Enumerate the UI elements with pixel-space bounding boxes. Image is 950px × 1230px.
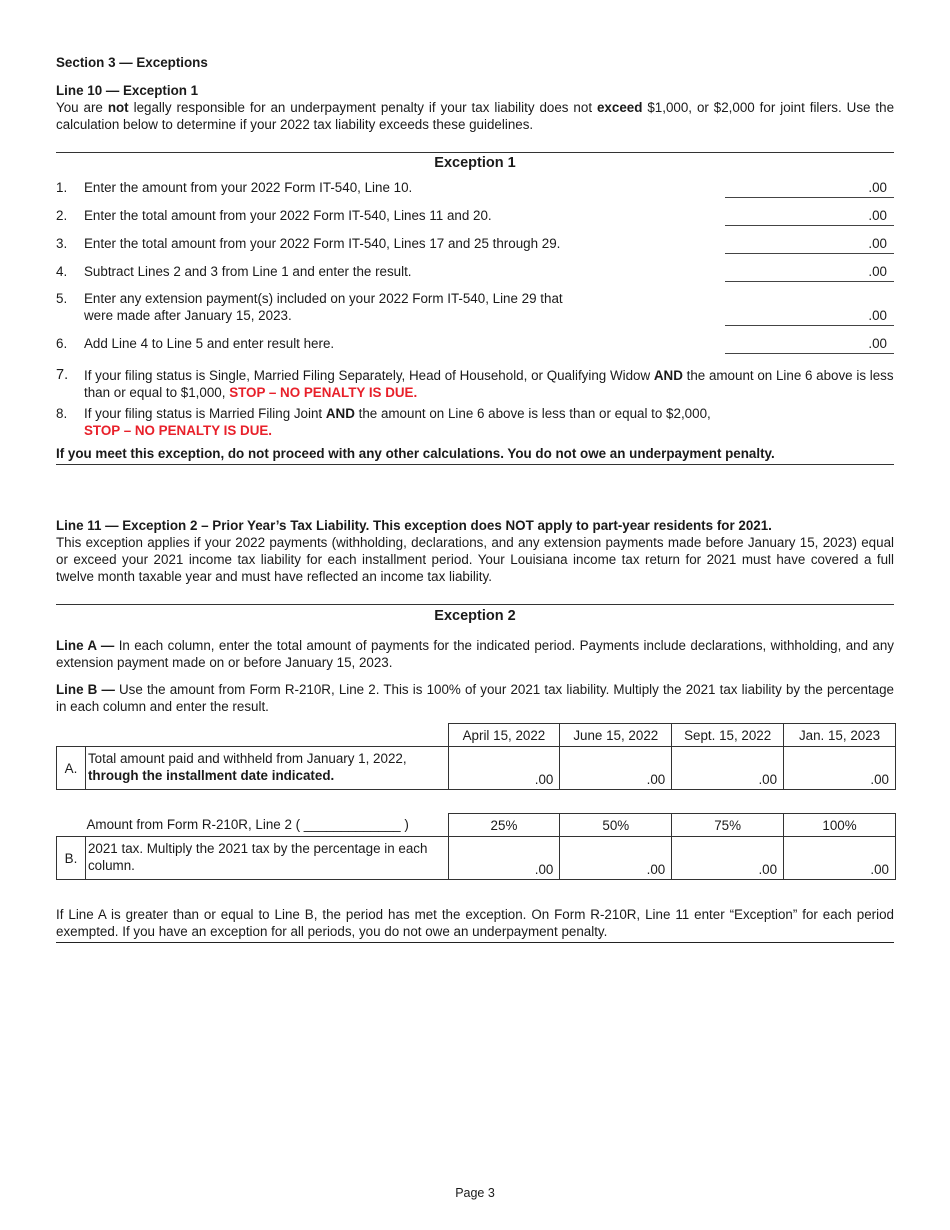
line10-heading: Line 10 — Exception 1: [56, 83, 199, 98]
percent-header: 50%: [560, 814, 672, 837]
row-description: 2021 tax. Multiply the 2021 tax by the percentage in each column.: [85, 837, 448, 880]
table-line-a: [56, 723, 896, 790]
row-a-amount[interactable]: .00: [784, 747, 896, 790]
page-number: Page 3: [455, 1186, 495, 1200]
line5-amount[interactable]: .00: [868, 308, 887, 323]
line-a-instructions: Line A — In each column, enter the total amount of payments for the indicated period. Payments include declarations, withholding, and any extension payment made on or before January 15, 2023.: [56, 638, 894, 670]
table-line-b: [56, 813, 896, 880]
line3-amount[interactable]: .00: [868, 236, 887, 251]
row-a-amount[interactable]: .00: [448, 747, 560, 790]
line6-amount[interactable]: .00: [868, 336, 887, 351]
divider: [56, 464, 894, 465]
line-b-instructions: Line B — Use the amount from Form R-210R, Line 2. This is 100% of your 2021 tax liability. Multiply the 2021 tax liability by the percentage in each column and enter the result.: [56, 682, 895, 714]
percent-header: 25%: [448, 814, 560, 837]
row-a-amount[interactable]: .00: [560, 747, 672, 790]
divider: [56, 604, 894, 605]
line2-amount[interactable]: .00: [868, 208, 887, 223]
exception1-note: If you meet this exception, do not proceed with any other calculations. You do not owe an underpayment penalty.: [56, 446, 775, 461]
table-row-a: [57, 747, 896, 790]
exception2-title: Exception 2: [434, 608, 516, 624]
percent-header: 75%: [672, 814, 784, 837]
row-b-amount[interactable]: .00: [672, 837, 784, 880]
divider: [56, 152, 894, 153]
row-description: Total amount paid and withheld from January 1, 2022, through the installment date indicated.: [85, 747, 448, 790]
line11-paragraph: This exception applies if your 2022 payments (withholding, declarations, and any extension payments made before January 15, 2023) equal or exceed your 2021 income tax liability for each installment period. Your Louisiana income tax return for 2021 must have covered a full twelve month taxable year and must have reflected an income tax liability.: [56, 535, 894, 584]
line4-amount[interactable]: .00: [868, 264, 887, 279]
row-label: B.: [57, 837, 86, 880]
line11-heading: Line 11 — Exception 2 – Prior Year’s Tax Liability. This exception does NOT apply to part-year residents for 2021.: [56, 518, 772, 533]
stop-notice: STOP – NO PENALTY IS DUE.: [84, 423, 273, 438]
amount-from-line2: Amount from Form R-210R, Line 2 ( _____________ ): [86, 817, 409, 833]
date-header: April 15, 2022: [448, 724, 560, 747]
section-title: Section 3 — Exceptions: [56, 55, 208, 70]
date-header: Sept. 15, 2022: [672, 724, 784, 747]
row-a-amount[interactable]: .00: [672, 747, 784, 790]
stop-notice: STOP – NO PENALTY IS DUE.: [229, 385, 418, 400]
row-b-amount[interactable]: .00: [784, 837, 896, 880]
row-b-amount[interactable]: .00: [560, 837, 672, 880]
row-label: A.: [57, 747, 86, 790]
table-row-b: [57, 837, 896, 880]
exception1-title: Exception 1: [434, 155, 516, 171]
percent-header: 100%: [784, 814, 896, 837]
line1-amount[interactable]: .00: [868, 180, 887, 195]
date-header: Jan. 15, 2023: [784, 724, 896, 747]
table-header-row: [57, 724, 896, 747]
exception2-closing: If Line A is greater than or equal to Line B, the period has met the exception. On Form R-210R, Line 11 enter “Exception” for each period exempted. If you have an exception for all periods, you do not owe an underpayment penalty.: [56, 907, 894, 939]
date-header: June 15, 2022: [560, 724, 672, 747]
line10-paragraph: You are not legally responsible for an underpayment penalty if your tax liability does not exceed $1,000, or $2,000 for joint filers. Use the calculation below to determine if your 2022 tax liability exceeds these guidelines.: [56, 100, 895, 132]
divider: [56, 942, 894, 943]
row-b-amount[interactable]: .00: [448, 837, 560, 880]
table-header-row: [57, 814, 896, 837]
